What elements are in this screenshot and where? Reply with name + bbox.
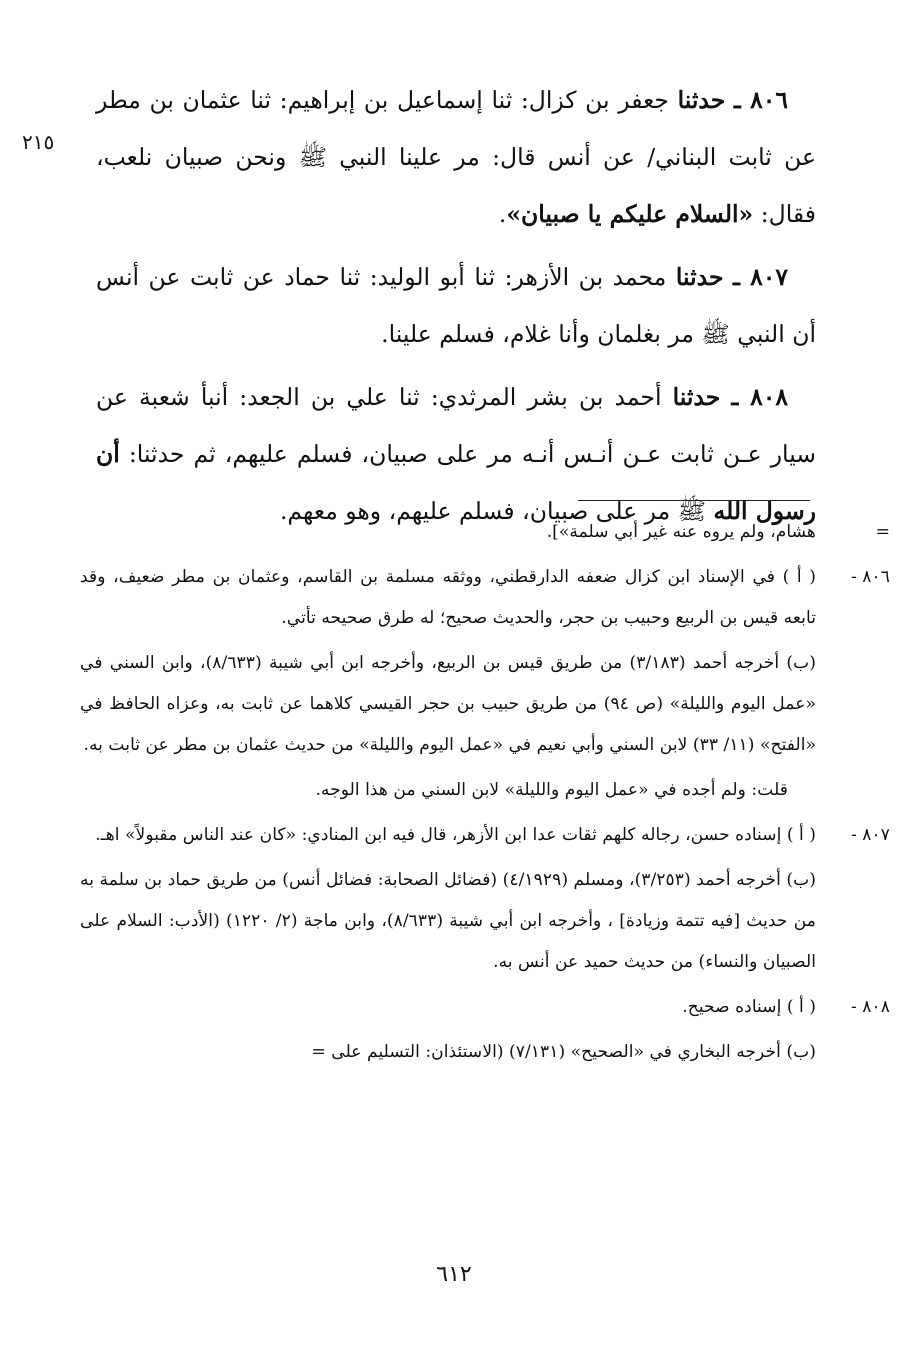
hadith-number: ٨٠٧ ـ bbox=[732, 263, 788, 291]
hadith-quote: «السلام عليكم يا صبيان» bbox=[506, 200, 754, 228]
footnote-text: ( أ ) في الإسناد ابن كزال ضعفه الدارقطني، ووثقه مسلمة بن القاسم، وعثمان بن مطر ضعيف، وقد تابعه قيس بن الربيع وحبيب بن حجر، والحديث صحيح؛ له طرق صحيحه تأتي. bbox=[80, 567, 816, 628]
footnote-807-a bbox=[80, 815, 890, 856]
hadith-text: جعفر بن كزال: ثنا إسماعيل بن إبراهيم: ثنا عثمان بن مطر عن ثابت البناني/ عن أنس قال: مر علينا النبي ﷺ ونحن صبيان نلعب، فقال: bbox=[96, 86, 816, 228]
footnote-text: ( أ ) إسناده حسن، رجاله كلهم ثقات عدا ابن الأزهر، قال فيه ابن المنادي: «كان عند الناس مقبولاً» اهـ. bbox=[95, 825, 816, 845]
footnote-text: (ب) أخرجه البخاري في «الصحيح» (٧/١٣١) (الاستئذان: التسليم على = bbox=[311, 1042, 816, 1062]
hadith-text: أحمد بن بشر المرثدي: ثنا علي بن الجعد: أنبأ شعبة عن سيار عـن ثابت عـن أنـس أنـه مر على صبيان، فسلم عليهم، ثم حدثنا: bbox=[96, 383, 816, 468]
hadith-number: ٨٠٨ ـ bbox=[731, 383, 788, 411]
hadith-end: ﷺ مر على صبيان، فسلم عليهم، وهو معهم. bbox=[279, 497, 714, 525]
hadith-807 bbox=[96, 249, 816, 363]
footnote-text: قلت: ولم أجده في «عمل اليوم والليلة» لابن السني من هذا الوجه. bbox=[315, 780, 788, 800]
hadith-806 bbox=[96, 72, 816, 243]
hadith-end: . bbox=[498, 200, 507, 228]
footnote-808-b bbox=[80, 1032, 816, 1073]
page-number: ٦١٢ bbox=[436, 1262, 472, 1287]
footnote-number: = bbox=[875, 522, 890, 542]
footnote-806-b bbox=[80, 643, 816, 766]
footnote-806-remark bbox=[80, 770, 816, 811]
footnote-number: ٨٠٧ - bbox=[851, 825, 890, 845]
footnote-text: (ب) أخرجه أحمد (٣/٢٥٣)، ومسلم (٤/١٩٢٩) (فضائل الصحابة: فضائل أنس) من طريق حماد بن سلمة به من حديث [فيه تتمة وزيادة] ، وأخرجه ابن أبي شيبة (٨/٦٣٣)، وابن ماجة (٢/ ١٢٢٠) (الأدب: السلام على الصبيان والنساء) من حديث حميد عن أنس به. bbox=[80, 870, 816, 972]
hadith-quote: أن رسول الله bbox=[96, 440, 816, 525]
footnote-divider bbox=[578, 500, 810, 501]
footnote-number: ٨٠٦ - bbox=[851, 567, 890, 587]
footnote-807-b bbox=[80, 860, 816, 983]
main-text bbox=[96, 72, 816, 546]
hadith-lead: حدثنا bbox=[675, 263, 724, 291]
footnote-text: (ب) أخرجه أحمد (٣/١٨٣) من طريق قيس بن الربيع، وأخرجه ابن أبي شيبة (٨/٦٣٣)، وابن السني في «عمل اليوم والليلة» (ص ٩٤) من طريق حبيب بن حجر القيسي كلاهما عن ثابت به، وعزاه الحافظ في «الفتح» (١١/ ٣٣) لابن السني وأبي نعيم في «عمل اليوم والليلة» من حديث عثمان بن مطر عن ثابت به. bbox=[80, 653, 817, 755]
footnote-text: ( أ ) إسناده صحيح. bbox=[682, 997, 816, 1017]
hadith-lead: حدثنا bbox=[677, 86, 726, 114]
footnote-806-a bbox=[80, 557, 890, 639]
hadith-text: محمد بن الأزهر: ثنا أبو الوليد: ثنا حماد عن ثابت عن أنس أن النبي ﷺ مر بغلمان وأنا غلام، فسلم علينا. bbox=[96, 263, 816, 348]
footnote-continuation bbox=[80, 512, 890, 553]
manuscript-folio-marker: ٢١٥ bbox=[22, 130, 55, 154]
footnote-808-a bbox=[80, 987, 890, 1028]
hadith-number: ٨٠٦ ـ bbox=[733, 86, 788, 114]
hadith-lead: حدثنا bbox=[672, 383, 721, 411]
footnote-number: ٨٠٨ - bbox=[851, 997, 890, 1017]
footnote-text: هشام، ولم يروه عنه غير أبي سلمة»]. bbox=[546, 522, 816, 542]
footnotes bbox=[80, 512, 890, 1077]
